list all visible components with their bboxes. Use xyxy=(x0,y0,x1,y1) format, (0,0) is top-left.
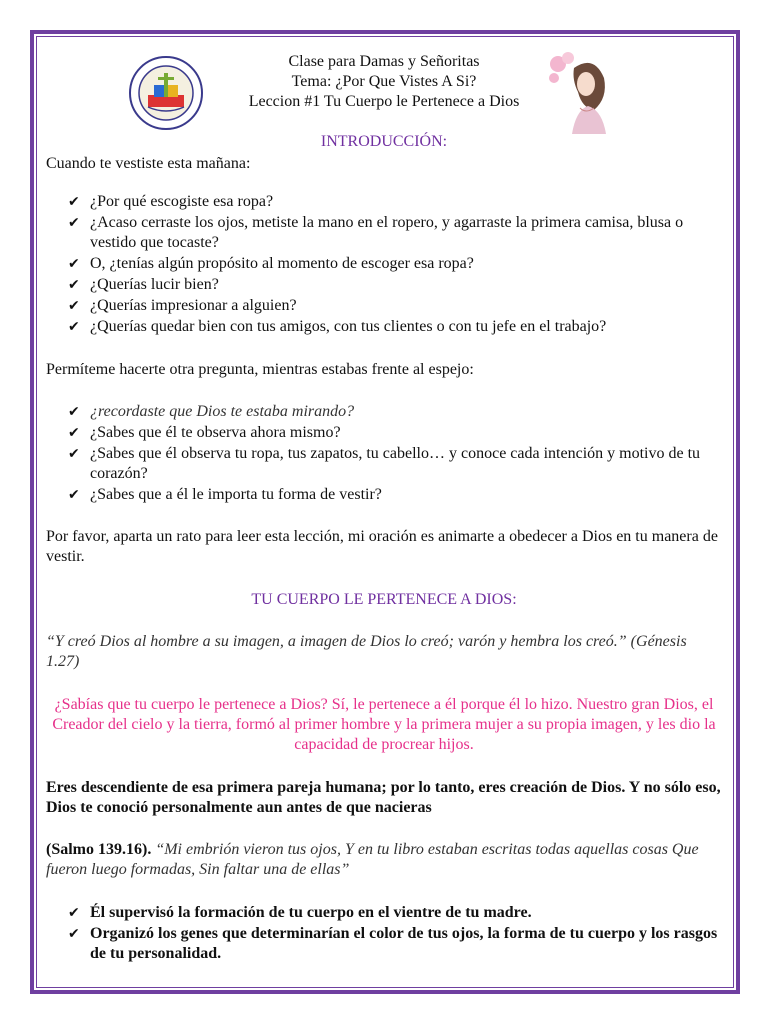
intro-question-list-2 xyxy=(68,402,728,506)
list-item: ✔ ¿Querías impresionar a alguien? xyxy=(68,297,297,314)
topic-title: Tema: ¿Por Que Vistes A Si? xyxy=(291,73,477,90)
list-item: ✔ ¿Acaso cerraste los ojos, metiste la mano en el ropero, y agarraste la primera camisa, blusa o vestido que tocaste? xyxy=(68,214,684,251)
psalm-quote: “Mi embrión vieron tus ojos, Y en tu libro estaban escritas todas aquellas cosas Que fueron luego formadas, Sin faltar una de ellas” xyxy=(46,841,699,878)
intro-closing: Por favor, aparta un rato para leer esta lección, mi oración es animarte a obedecer a Dios en tu manera de vestir. xyxy=(46,528,718,565)
list-item: ✔ Organizó los genes que determinarían el color de tus ojos, la forma de tu cuerpo y los rasgos de tu personalidad. xyxy=(68,925,718,962)
checkmark-icon: ✔ xyxy=(68,256,80,272)
checkmark-icon: ✔ xyxy=(68,425,80,441)
psalm-ref-label: (Salmo 139.16). xyxy=(46,841,152,858)
checkmark-icon: ✔ xyxy=(68,446,80,462)
intro-question-list xyxy=(68,192,728,338)
list-item: ✔ ¿Sabes que él observa tu ropa, tus zapatos, tu cabello… y conoce cada intención y motivo de tu corazón? xyxy=(68,445,701,482)
descendant-paragraph: Eres descendiente de esa primera pareja humana; por lo tanto, eres creación de Dios. Y no sólo eso, Dios te conoció personalmente aun antes de que nacieras xyxy=(46,779,721,816)
list-item: ✔ ¿recordaste que Dios te estaba mirando? xyxy=(68,403,355,420)
checkmark-icon: ✔ xyxy=(68,298,80,314)
list-item: ✔ O, ¿tenías algún propósito al momento de escoger esa ropa? xyxy=(68,255,474,272)
list-item: ✔ Él supervisó la formación de tu cuerpo en el vientre de tu madre. xyxy=(68,904,532,921)
list-item: ✔ ¿Sabes que él te observa ahora mismo? xyxy=(68,424,341,441)
class-title: Clase para Damas y Señoritas xyxy=(288,53,480,70)
formation-list xyxy=(68,903,728,965)
list-item: ✔ ¿Querías quedar bien con tus amigos, con tus clientes o con tu jefe en el trabajo? xyxy=(68,318,607,335)
checkmark-icon: ✔ xyxy=(68,905,80,921)
checkmark-icon: ✔ xyxy=(68,194,80,210)
intro-lead: Cuando te vestiste esta mañana: xyxy=(46,155,251,172)
intro-heading: INTRODUCCIÓN: xyxy=(320,133,448,150)
psalm-reference xyxy=(46,840,722,880)
lesson-title: Leccion #1 Tu Cuerpo le Pertenece a Dios xyxy=(248,93,520,110)
intro-lead-2: Permíteme hacerte otra pregunta, mientras estabas frente al espejo: xyxy=(46,361,474,378)
list-item: ✔ ¿Sabes que a él le importa tu forma de vestir? xyxy=(68,486,382,503)
checkmark-icon: ✔ xyxy=(68,404,80,420)
checkmark-icon: ✔ xyxy=(68,487,80,503)
list-item: ✔ ¿Por qué escogiste esa ropa? xyxy=(68,193,274,210)
checkmark-icon: ✔ xyxy=(68,926,80,942)
checkmark-icon: ✔ xyxy=(68,277,80,293)
checkmark-icon: ✔ xyxy=(68,215,80,231)
section-heading: TU CUERPO LE PERTENECE A DIOS: xyxy=(251,591,517,608)
list-item: ✔ ¿Querías lucir bien? xyxy=(68,276,219,293)
highlight-paragraph: ¿Sabías que tu cuerpo le pertenece a Dios? Sí, le pertenece a él porque él lo hizo. Nuestro gran Dios, el Creador del cielo y la tierra, formó al primer hombre y la primera mujer a su propia imagen, y les dio la capacidad de procrear hijos. xyxy=(52,696,716,753)
genesis-quote: “Y creó Dios al hombre a su imagen, a imagen de Dios lo creó; varón y hembra los creó.” (Génesis 1.27) xyxy=(46,633,687,670)
checkmark-icon: ✔ xyxy=(68,319,80,335)
